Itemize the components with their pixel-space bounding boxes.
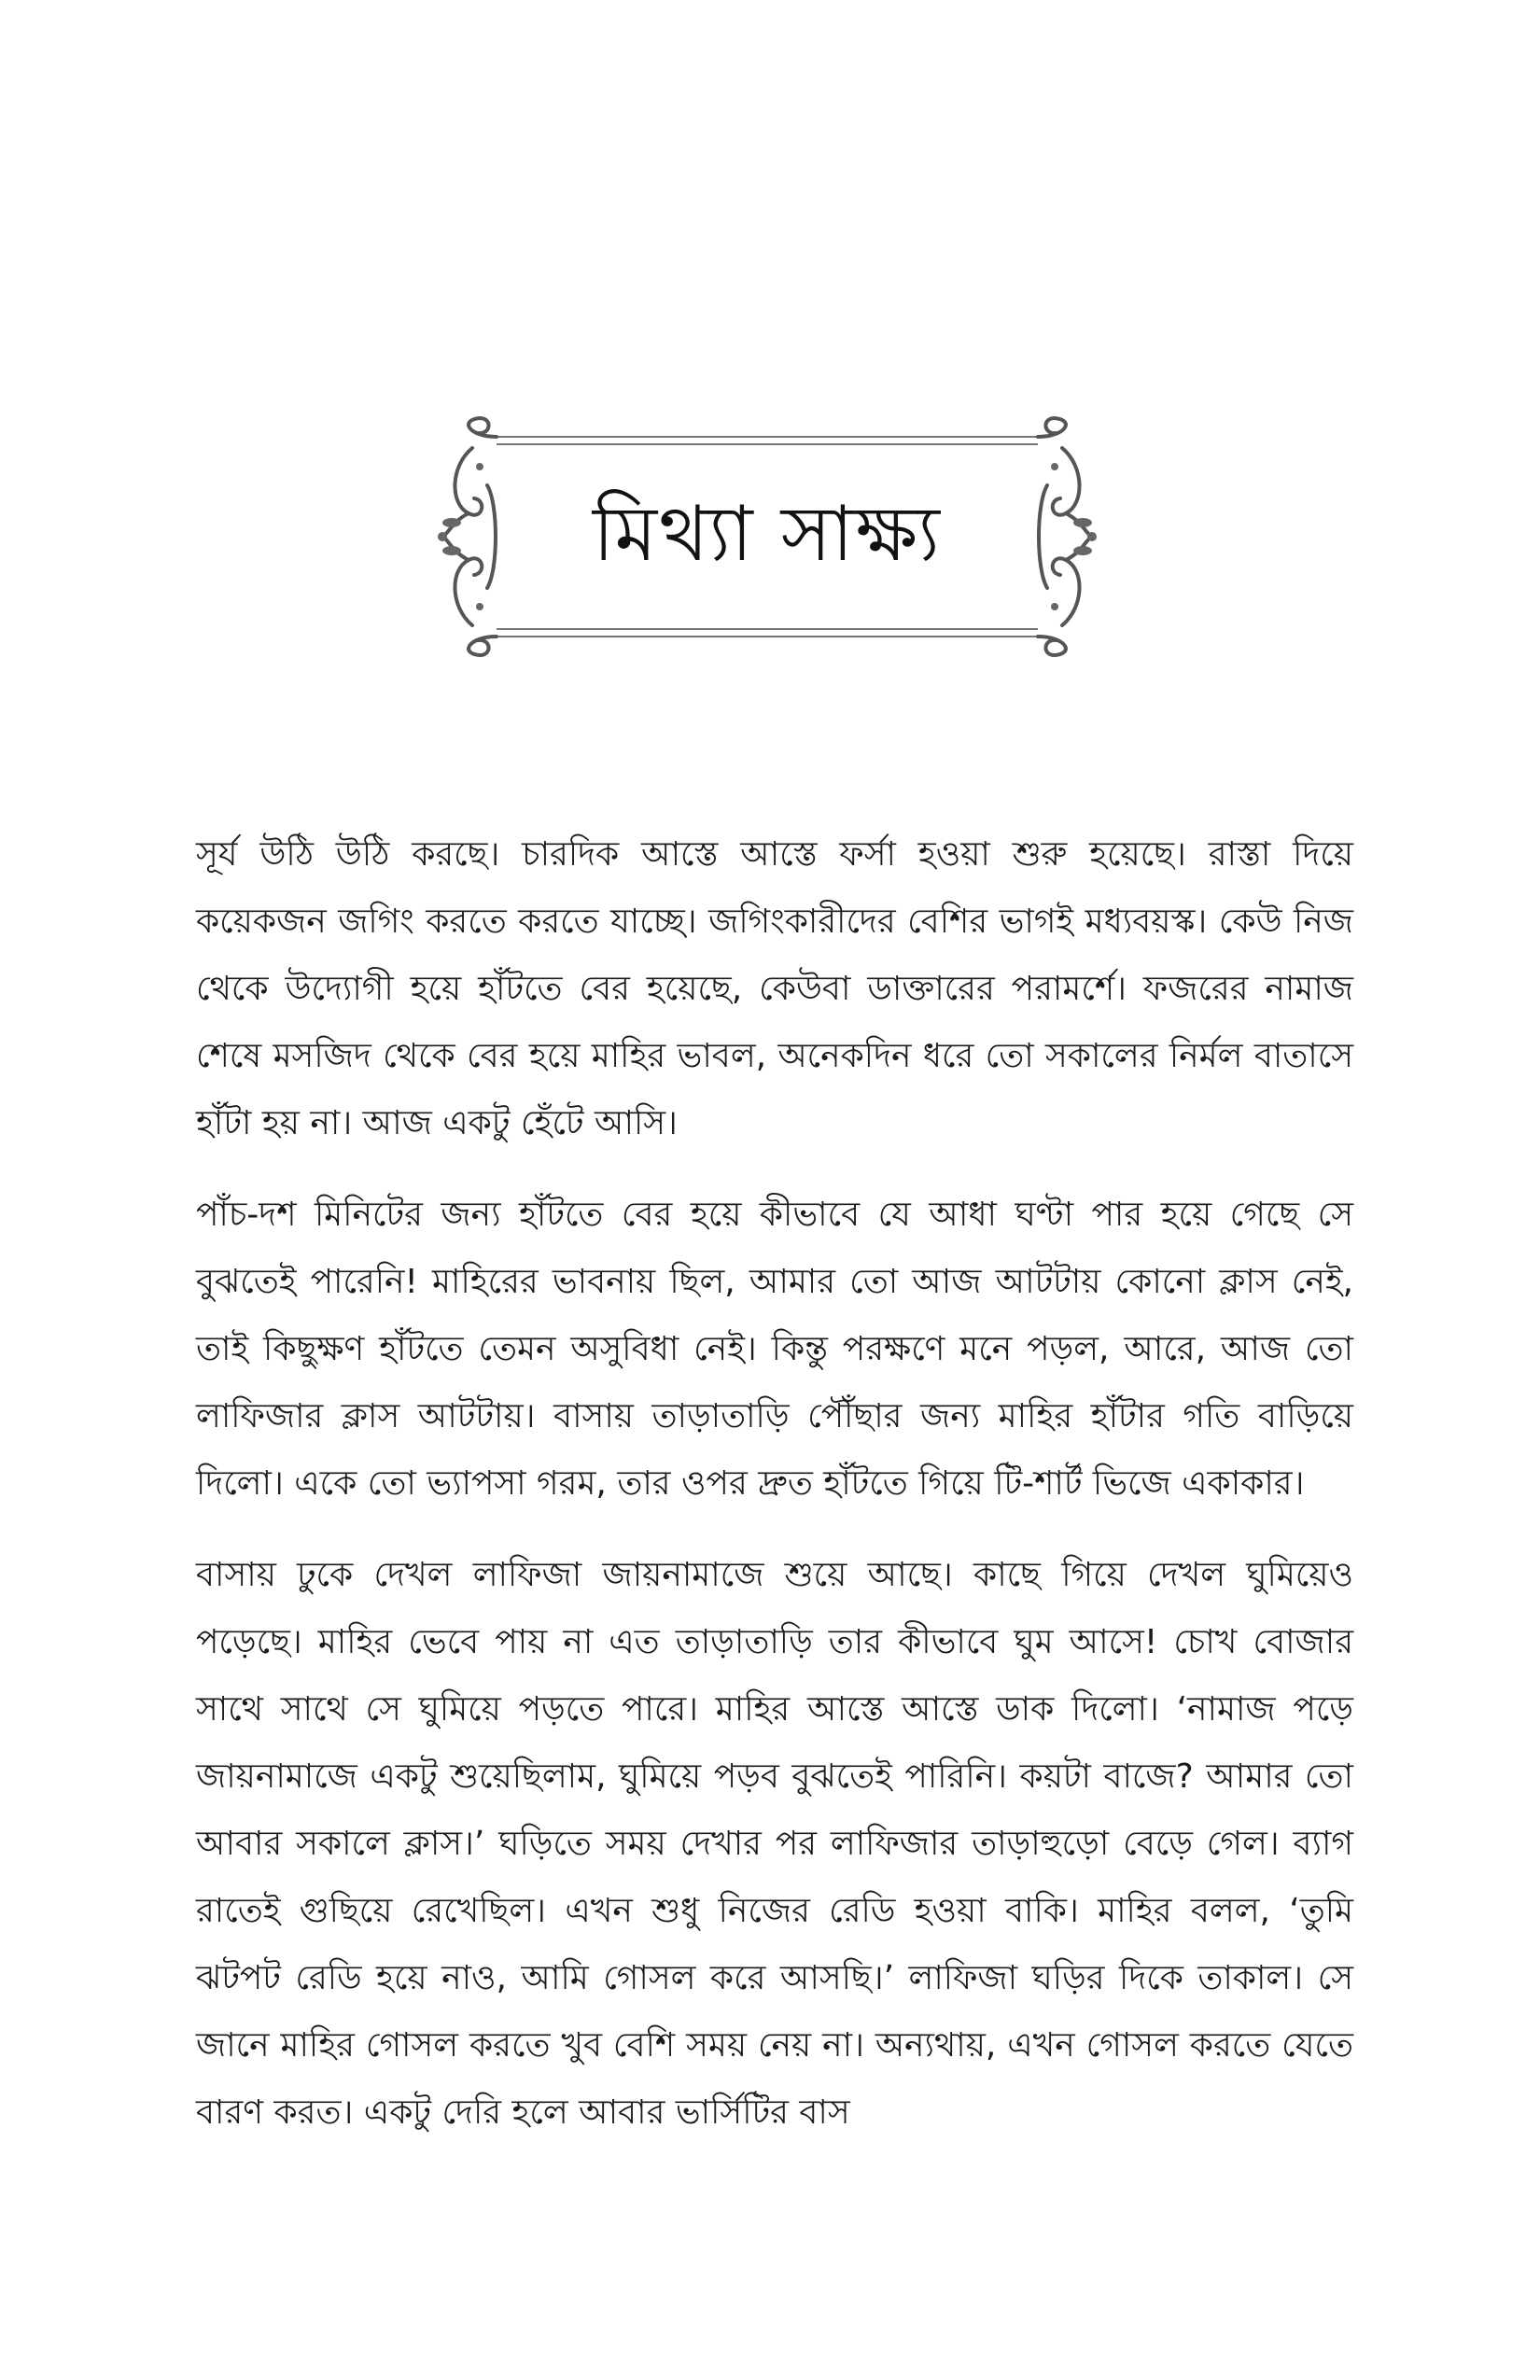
- body-text: [196, 821, 1353, 2171]
- paragraph-1: সূর্য উঠি উঠি করছে। চারদিক আস্তে আস্তে ফর্সা হওয়া শুরু হয়েছে। রাস্তা দিয়ে কয়েকজন জগিং করতে করতে যাচ্ছে। জগিংকারীদের বেশির ভাগই মধ্যবয়স্ক। কেউ নিজ থেকে উদ্যোগী হয়ে হাঁটতে বের হয়েছে, কেউবা ডাক্তারের পরামর্শে। ফজরের নামাজ শেষে মসজিদ থেকে বের হয়ে মাহির ভাবল, অনেকদিন ধরে তো সকালের নির্মল বাতাসে হাঁটা হয় না। আজ একটু হেঁটে আসি।: [196, 835, 1353, 1142]
- paragraph-2: পাঁচ-দশ মিনিটের জন্য হাঁটতে বের হয়ে কীভাবে যে আধা ঘণ্টা পার হয়ে গেছে সে বুঝতেই পারেনি! মাহিরের ভাবনায় ছিল, আমার তো আজ আটটায় কোনো ক্লাস নেই, তাই কিছুক্ষণ হাঁটতে তেমন অসুবিধা নেই। কিন্তু পরক্ষণে মনে পড়ল, আরে, আজ তো লাফিজার ক্লাস আটটায়। বাসায় তাড়াতাড়ি পৌঁছার জন্য মাহির হাঁটার গতি বাড়িয়ে দিলো। একে তো ভ্যাপসা গরম, তার ওপর দ্রুত হাঁটতে গিয়ে টি-শার্ট ভিজে একাকার।: [196, 1196, 1353, 1503]
- paragraph-3: বাসায় ঢুকে দেখল লাফিজা জায়নামাজে শুয়ে আছে। কাছে গিয়ে দেখল ঘুমিয়েও পড়েছে। মাহির ভেবে পায় না এত তাড়াতাড়ি তার কীভাবে ঘুম আসে! চোখ বোজার সাথে সাথে সে ঘুমিয়ে পড়তে পারে। মাহির আস্তে আস্তে ডাক দিলো। ‘নামাজ পড়ে জায়নামাজে একটু শুয়েছিলাম, ঘুমিয়ে পড়ব বুঝতেই পারিনি। কয়টা বাজে? আমার তো আবার সকালে ক্লাস।’ ঘড়িতে সময় দেখার পর লাফিজার তাড়াহুড়ো বেড়ে গেল। ব্যাগ রাতেই গুছিয়ে রেখেছিল। এখন শুধু নিজের রেডি হওয়া বাকি। মাহির বলল, ‘তুমি ঝটপট রেডি হয়ে নাও, আমি গোসল করে আসছি।’ লাফিজা ঘড়ির দিকে তাকাল। সে জানে মাহির গোসল করতে খুব বেশি সময় নেয় না। অন্যথায়, এখন গোসল করতে যেতে বারণ করত। একটু দেরি হলে আবার ভার্সিটির বাস: [196, 1556, 1353, 2132]
- chapter-title-frame: [431, 411, 1103, 663]
- chapter-title: মিথ্যা সাক্ষ্য: [593, 490, 942, 579]
